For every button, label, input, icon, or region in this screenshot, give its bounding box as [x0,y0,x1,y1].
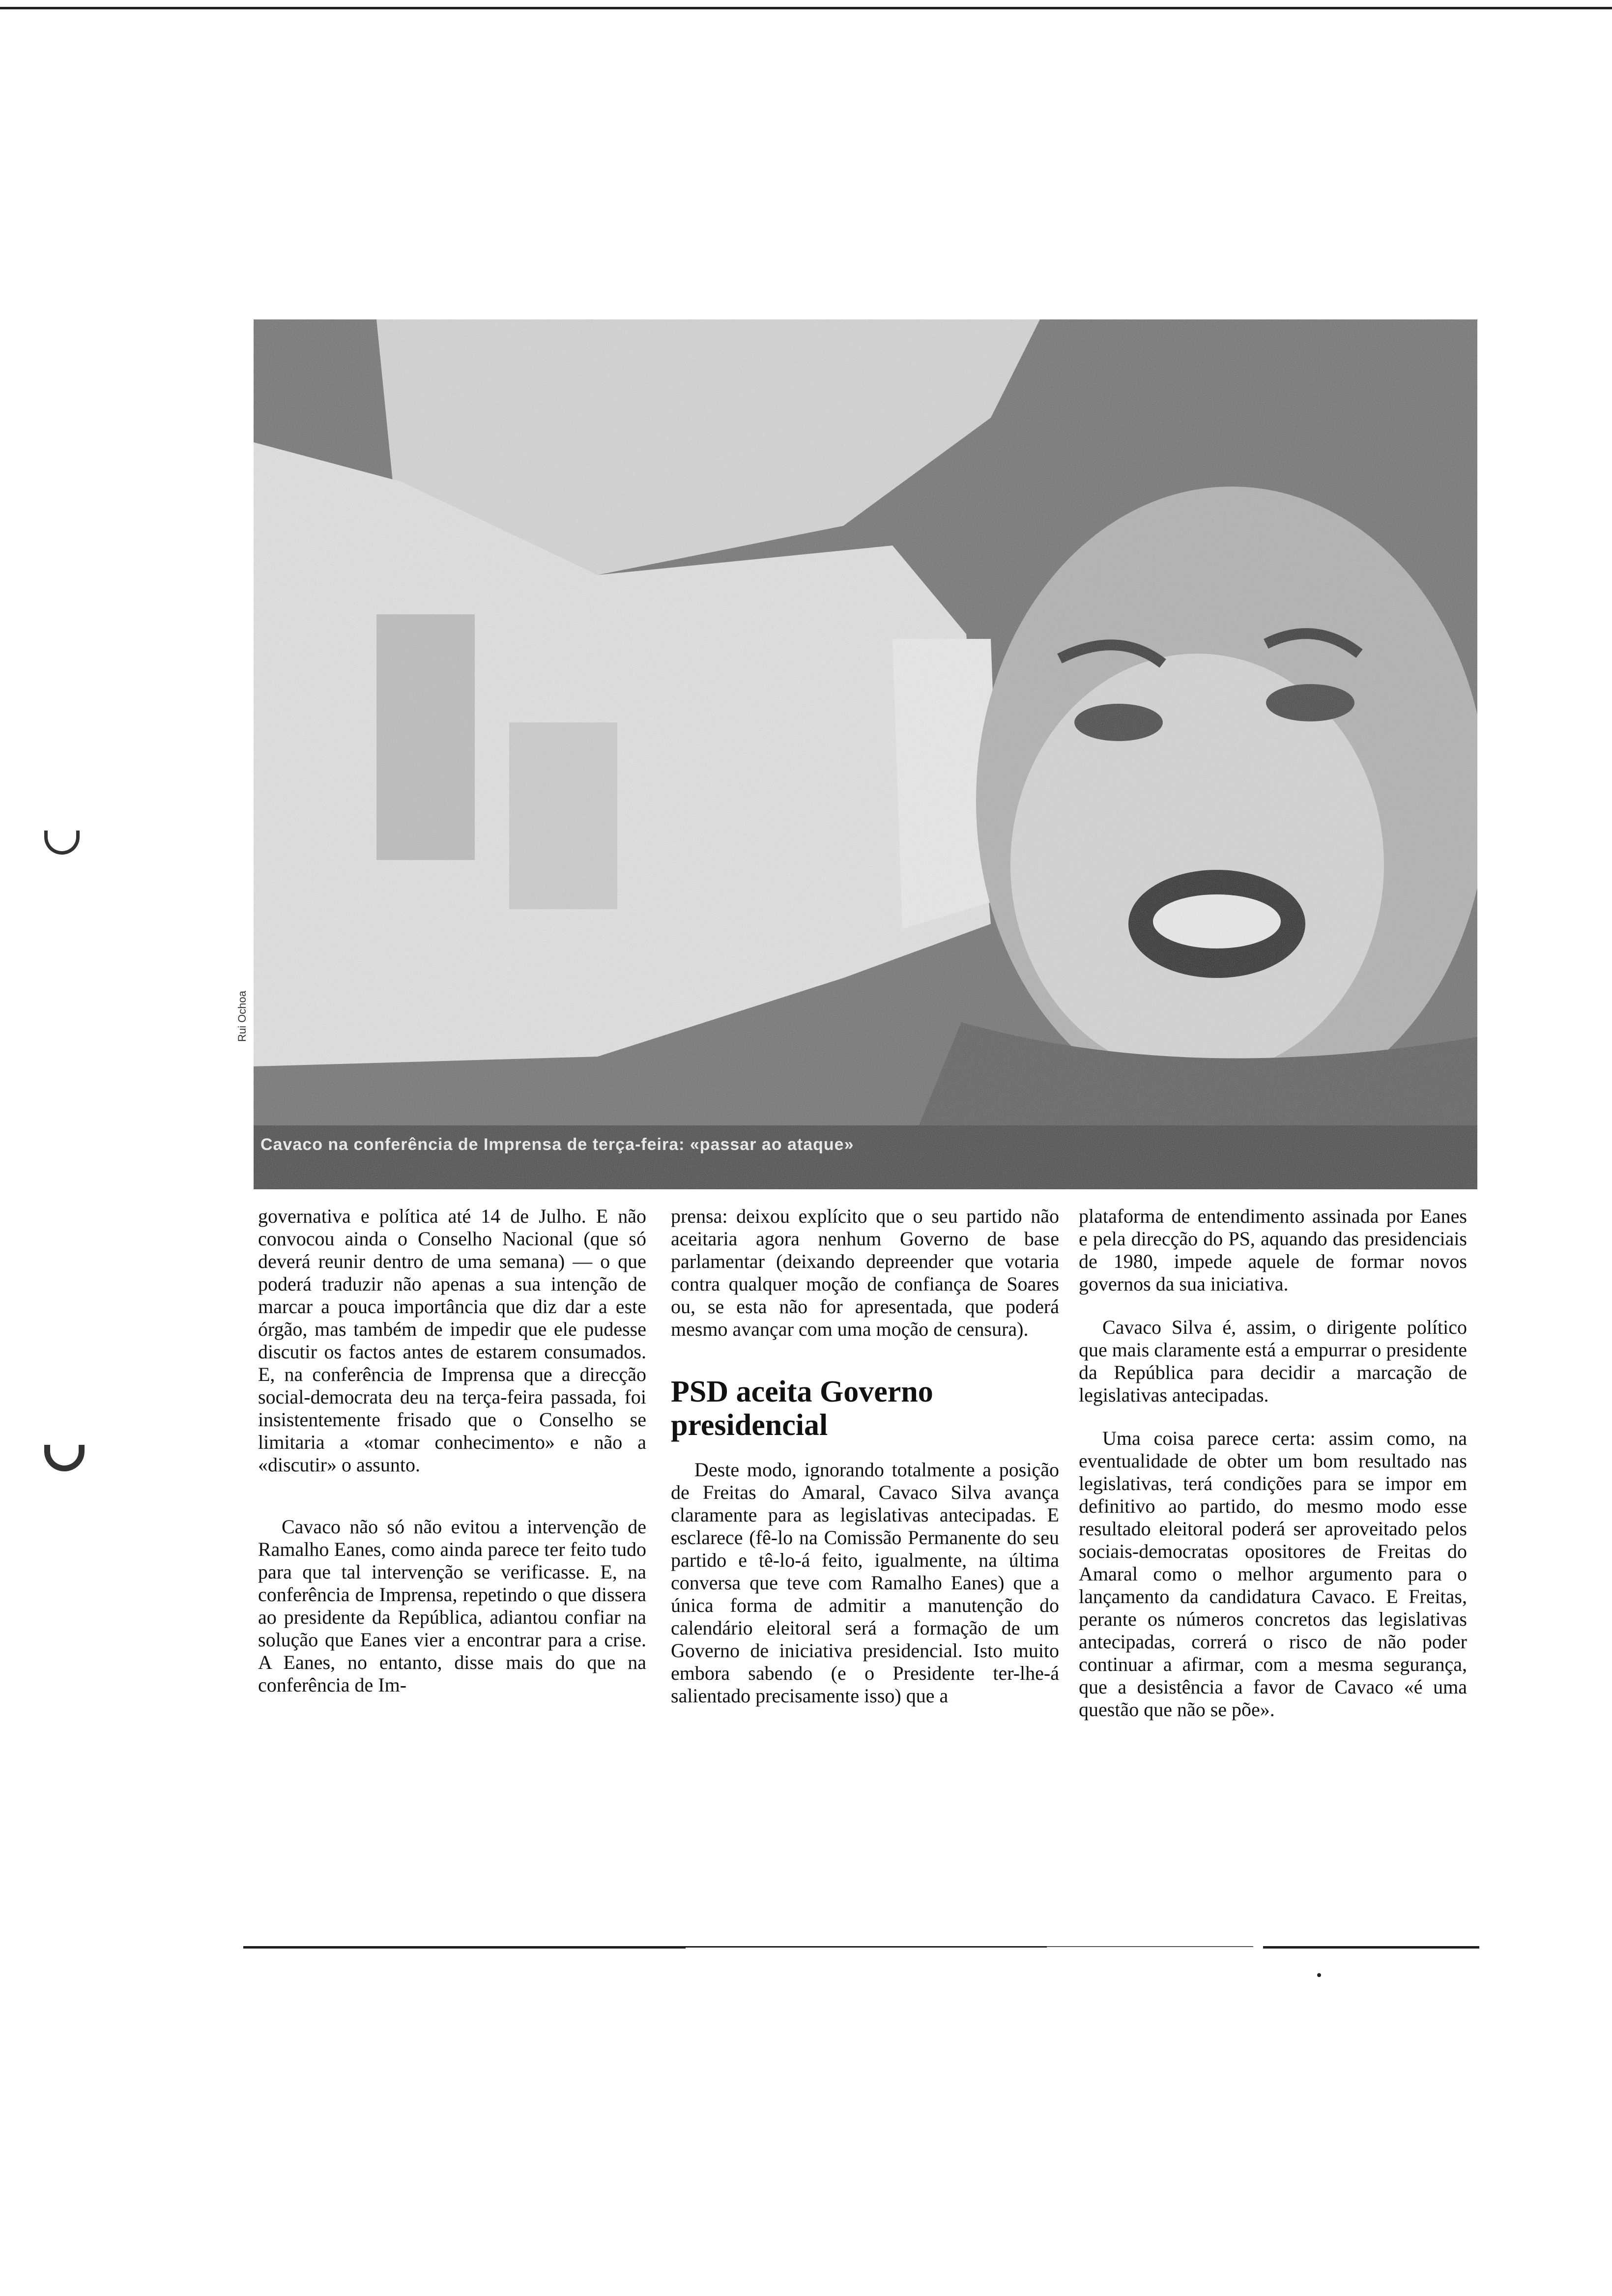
paragraph: governativa e política até 14 de Julho. E não convocou ainda o Conselho Nacional (que só deverá reunir dentro de uma semana) — o que poderá traduzir não apenas a sua intenção de marcar a pouca importância que diz dar a este órgão, mas também de impedir que ele pudesse discutir os factos antes de estarem consumados. E, na conferência de Imprensa que a direcção social-democrata deu na terça-feira passada, foi insistentemente frisado que o Conselho se limitaria a «tomar conhecimento» e não a «discutir» o assunto. [258,1205,646,1476]
paragraph: Deste modo, ignorando totalmente a posição de Freitas do Amaral, Cavaco Silva avança claramente para as legislativas antecipadas. E esclarece (fê-lo na Comissão Permanente do seu partido e tê-lo-á feito, igualmente, na última conversa que teve com Ramalho Eanes) que a única forma de admitir a manutenção do calendário eleitoral será a formação de um Governo de iniciativa presidencial. Isto muito embora sabendo (e o Presidente ter-lhe-á salientado precisamente isso) que a [671,1459,1059,1707]
speck [1317,1973,1321,1977]
punch-hole-mark [44,1445,85,1471]
article-column-2 [671,1205,1059,1728]
bottom-rule [1263,1946,1479,1949]
paragraph: Uma coisa parece certa: assim como, na eventualidade de obter um bom resultado nas legislativas, terá condições para se impor em definitivo ao partido, do mesmo modo esse resultado eleitoral poderá ser aproveitado pelos sociais-democratas opositores de Freitas do Amaral como o melhor argumento para o lançamento da candidatura Cavaco. E Freitas, perante os números concretos das legislativas antecipadas, correrá o risco de não poder continuar a afirmar, com a mesma segurança, que a desistência a favor de Cavaco «é uma questão que não se põe». [1079,1427,1467,1721]
top-border-rule [0,7,1612,9]
paragraph: Cavaco Silva é, assim, o dirigente político que mais claramente está a empurrar o presidente da República para decidir a marcação de legislativas antecipadas. [1079,1316,1467,1406]
subheading: PSD aceita Governo presidencial [671,1375,933,1442]
photo-caption: Cavaco na conferência de Imprensa de terça-feira: «passar ao ataque» [260,1135,854,1154]
punch-hole-mark [44,831,80,855]
photo-image [254,319,1477,1189]
paragraph: plataforma de entendimento assinada por Eanes e pela direcção do PS, aquando das presidenciais de 1980, impede aquele de formar novos governos da sua iniciativa. [1079,1205,1467,1295]
article-column-1 [258,1205,646,1717]
bottom-rule [1047,1946,1253,1947]
news-photo [254,319,1477,1189]
bottom-rule [683,1946,1047,1948]
paragraph: Cavaco não só não evitou a intervenção de Ramalho Eanes, como ainda parece ter feito tudo para que tal intervenção se verificasse. E, na conferência de Imprensa, repetindo o que dissera ao presidente da República, adiantou confiar na solução que Eanes vier a encontrar para a crise. A Eanes, no entanto, disse mais do que na conferência de Im- [258,1516,646,1696]
bottom-rule [243,1946,686,1949]
photo-credit: Rui Ochoa [236,991,248,1042]
article-column-3 [1079,1205,1467,1742]
paragraph: prensa: deixou explícito que o seu partido não aceitaria agora nenhum Governo de base parlamentar (deixando depreender que votaria contra qualquer moção de confiança de Soares ou, se esta não for apresentada, que poderá mesmo avançar com uma moção de censura). [671,1205,1059,1340]
